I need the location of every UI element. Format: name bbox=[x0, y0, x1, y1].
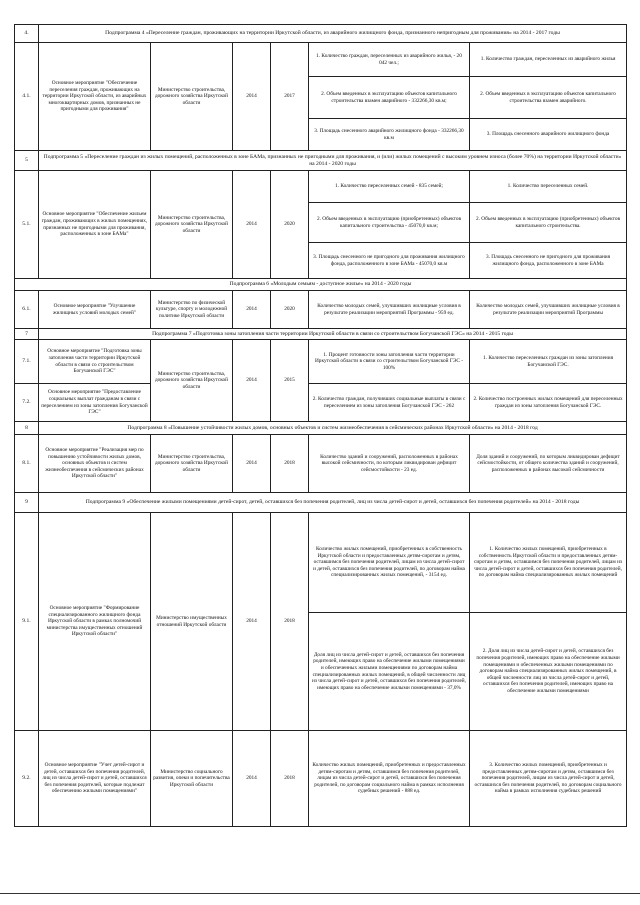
end-year-cell: 2020 bbox=[271, 291, 309, 329]
program-title: Подпрограмма 4 «Переселение граждан, проживающих на территории Иркутской области, из аварийного жилищного фонда, признанного непригодным для проживания» на 2014 - 2017 годы bbox=[39, 25, 627, 43]
indicator-cell: 1. Количество граждан, переселенных из аварийного жилья, - 20 042 чел.; bbox=[309, 43, 470, 77]
activity-cell: Основное мероприятие "Подготовка зоны затопления части территории Иркутской области в связи со строительством Богучанской ГЭС" bbox=[39, 340, 151, 384]
program-title: Подпрограмма 8 «Повышение устойчивости жилых домов, основных объектов и систем жизнеобеспечения в сейсмических районах Иркутской области» на 2014 - 2018 год bbox=[39, 422, 627, 435]
program-5-header-row bbox=[15, 151, 627, 171]
link-cell: Доля зданий и сооружений, по которым ликвидирован дефицит сейсмостойкости, от общего количества зданий и сооружений, расположенных в районах высокой сейсмичности bbox=[470, 435, 627, 493]
activity-cell: Основное мероприятие "Предоставление социальных выплат гражданам в связи с переселением из зоны затопления Богучанской ГЭС" bbox=[39, 384, 151, 422]
indicator-cell: 3. Площадь снесенного не пригодного для проживания жилищного фонда, расположенного в зоне БАМа - 45070,0 кв.м bbox=[309, 243, 470, 279]
program-9-header-row bbox=[15, 493, 627, 513]
link-cell: 1. Количество жилых помещений, приобретенных в собственность Иркутской области и предоставленных детям-сиротам и детям, оставшимся без попечения родителей, лицам из числа детей-сирот и детей, оставшихся без попечения родителей, по договорам найма специализированных жилых помещений bbox=[470, 513, 627, 613]
row-number: 9 bbox=[15, 493, 39, 513]
program-4-header-row bbox=[15, 25, 627, 43]
table-row bbox=[15, 43, 627, 77]
table-row bbox=[15, 291, 627, 329]
link-cell: 3. Площадь снесенного аварийного жилищного фонда bbox=[470, 119, 627, 151]
executor-cell: Министерство строительства, дорожного хозяйства Иркутской области bbox=[151, 435, 233, 493]
indicator-cell: Количество жилых помещений, приобретенных в собственность Иркутской области и предоставленных детям-сиротам и детям, оставшимся без попечения родителей, лицам из числа детей-сирот и детей, оставшихся без попечения родителей, по договорам найма специализированных жилых помещений, - 3154 ед. bbox=[309, 513, 470, 613]
program-8-header-row bbox=[15, 422, 627, 435]
link-cell: 1. Количество граждан, переселенных из аварийного жилья bbox=[470, 43, 627, 77]
row-number: 7.1. bbox=[15, 340, 39, 384]
end-year-cell: 2018 bbox=[271, 435, 309, 493]
row-number: 7 bbox=[15, 329, 39, 340]
start-year-cell: 2014 bbox=[233, 340, 271, 422]
row-number: 9.2. bbox=[15, 731, 39, 827]
activity-cell: Основное мероприятие "Обеспечение жильем граждан, проживающих в жилых помещениях, признанных не пригодными для проживания, расположенных в зоне БАМа" bbox=[39, 171, 151, 279]
start-year-cell: 2014 bbox=[233, 513, 271, 731]
indicator-cell: 2. Объем введенных в эксплуатацию (приобретенных) объектов капитального строительства - 45070,0 кв.м; bbox=[309, 203, 470, 243]
executor-cell: Министерство социального развития, опеки и попечительства Иркутской области bbox=[151, 731, 233, 827]
row-number: 4. bbox=[15, 25, 39, 43]
executor-cell: Министерство строительства, дорожного хозяйства Иркутской области bbox=[151, 340, 233, 422]
table-row bbox=[15, 171, 627, 203]
table-row bbox=[15, 731, 627, 827]
executor-cell: Министерство имущественных отношений Иркутской области bbox=[151, 513, 233, 731]
program-7-header-row bbox=[15, 329, 627, 340]
program-activities-table bbox=[14, 24, 627, 827]
program-title: Подпрограмма 9 «Обеспечение жилыми помещениями детей-сирот, детей, оставшихся без попечения родителей, лиц из числа детей-сирот и детей, оставшихся без попечения родителей» на 2014 - 2018 годы bbox=[39, 493, 627, 513]
link-cell: 1. Количество переселенных семей. bbox=[470, 171, 627, 203]
link-cell: 2. Объем введенных в эксплуатацию (приобретенных) объектов капитального строительства. bbox=[470, 203, 627, 243]
indicator-cell: 1. Процент готовности зоны затопления части территории Иркутской области в связи со строительством Богучанской ГЭС - 100% bbox=[309, 340, 470, 384]
activity-cell: Основное мероприятие "Обеспечение переселения граждан, проживающих на территории Иркутской области, из аварийных многоквартирных домов, признанных не пригодными для проживания" bbox=[39, 43, 151, 151]
row-number: 8 bbox=[15, 422, 39, 435]
link-cell: 2. Количество построенных жилых помещений для переселенных граждан из зоны затопления Богучанской ГЭС. bbox=[470, 384, 627, 422]
row-number: 5 bbox=[15, 151, 39, 171]
program-title: Подпрограмма 6 «Молодым семьям - доступное жилье» на 2014 - 2020 годы bbox=[15, 279, 627, 291]
end-year-cell: 2015 bbox=[271, 340, 309, 422]
activity-cell: Основное мероприятие "Реализация мер по повышению устойчивости жилых домов, основных объектов и систем жизнеобеспечения в сейсмических районах Иркутской области" bbox=[39, 435, 151, 493]
row-number: 8.1. bbox=[15, 435, 39, 493]
activity-cell: Основное мероприятие "Улучшение жилищных условий молодых семей" bbox=[39, 291, 151, 329]
row-number: 4.1. bbox=[15, 43, 39, 151]
row-number: 9.1. bbox=[15, 513, 39, 731]
table-row bbox=[15, 384, 627, 422]
link-cell: 2. Объем введенных в эксплуатацию объектов капитального строительства взамен аварийного. bbox=[470, 77, 627, 119]
link-cell: 3. Количество жилых помещений, приобретенных и предоставленных детям-сиротам и детям, оставшимся без попечения родителей, лицам из числа детей-сирот и детей, оставшихся без попечения родителей, по договорам социального найма в рамках исполнения судебных решений bbox=[470, 731, 627, 827]
start-year-cell: 2014 bbox=[233, 291, 271, 329]
executor-cell: Министерство по физической культуре, спорту и молодежной политике Иркутской области bbox=[151, 291, 233, 329]
row-number: 6.1. bbox=[15, 291, 39, 329]
end-year-cell: 2018 bbox=[271, 513, 309, 731]
page-bottom-divider bbox=[0, 893, 640, 894]
end-year-cell: 2017 bbox=[271, 43, 309, 151]
indicator-cell: Доля лиц из числа детей-сирот и детей, оставшихся без попечения родителей, имеющих право на обеспечение жилыми помещениями и обеспеченных жилыми помещениями по договорам найма специализированных жилых помещений, в общей численности лиц из числа детей-сирот и детей, оставшихся без попечения родителей, имеющих право на обеспечение жилыми помещениями - 37,0% bbox=[309, 613, 470, 731]
executor-cell: Министерство строительства, дорожного хозяйства Иркутской области bbox=[151, 171, 233, 279]
indicator-cell: 2. Количество граждан, получивших социальные выплаты в связи с переселением из зоны затопления Богучанской ГЭС - 262 bbox=[309, 384, 470, 422]
row-number: 5.1. bbox=[15, 171, 39, 279]
start-year-cell: 2014 bbox=[233, 731, 271, 827]
end-year-cell: 2020 bbox=[271, 171, 309, 279]
indicator-cell: Количество жилых помещений, приобретенных и предоставленных детям-сиротам и детям, оставшимся без попечения родителей, лицам из числа детей-сирот и детей, оставшихся без попечения родителей, по договорам социального найма в рамках исполнения судебных решений - 888 ед. bbox=[309, 731, 470, 827]
start-year-cell: 2014 bbox=[233, 435, 271, 493]
link-cell: Количество молодых семей, улучшивших жилищные условия в результате реализации мероприятий Программы bbox=[470, 291, 627, 329]
start-year-cell: 2014 bbox=[233, 171, 271, 279]
start-year-cell: 2014 bbox=[233, 43, 271, 151]
program-6-header-row bbox=[15, 279, 627, 291]
table-row bbox=[15, 435, 627, 493]
activity-cell: Основное мероприятие "Формирование специализированного жилищного фонда Иркутской области в рамках полномочий министерства имущественных отношений Иркутской области" bbox=[39, 513, 151, 731]
indicator-cell: 3. Площадь снесенного аварийного жилищного фонда - 332266,30 кв.м bbox=[309, 119, 470, 151]
table-row bbox=[15, 513, 627, 613]
table-row bbox=[15, 340, 627, 384]
indicator-cell: 2. Объем введенных в эксплуатацию объектов капитального строительства взамен аварийного - 332266,30 кв.м; bbox=[309, 77, 470, 119]
end-year-cell: 2018 bbox=[271, 731, 309, 827]
indicator-cell: Количество зданий и сооружений, расположенных в районах высокой сейсмичности, по которым ликвидирован дефицит сейсмостойкости - 23 ед. bbox=[309, 435, 470, 493]
executor-cell: Министерство строительства, дорожного хозяйства Иркутской области bbox=[151, 43, 233, 151]
indicator-cell: Количество молодых семей, улучшивших жилищные условия в результате реализации мероприятий Программы - 959 ед. bbox=[309, 291, 470, 329]
program-title: Подпрограмма 7 «Подготовка зоны затопления части территории Иркутской области в связи со строительством Богучанской ГЭС» на 2014 - 2015 годы bbox=[39, 329, 627, 340]
link-cell: 2. Доля лиц из числа детей-сирот и детей, оставшихся без попечения родителей, имеющих право на обеспечение жилыми помещениями и обеспеченных жилыми помещениями по договорам найма специализированных жилых помещений, в общей численности лиц из числа детей-сирот и детей, оставшихся без попечения родителей, имеющих право на обеспечение жилыми помещениями bbox=[470, 613, 627, 731]
link-cell: 1. Количество переселенных граждан из зоны затопления Богучанской ГЭС. bbox=[470, 340, 627, 384]
link-cell: 3. Площадь снесенного не пригодного для проживания жилищного фонда, расположенного в зоне БАМа bbox=[470, 243, 627, 279]
activity-cell: Основное мероприятие "Учет детей-сирот и детей, оставшихся без попечения родителей, лиц из числа детей-сирот и детей, оставшихся без попечения родителей, которые подлежат обеспечению жилыми помещениями" bbox=[39, 731, 151, 827]
row-number: 7.2. bbox=[15, 384, 39, 422]
program-title: Подпрограмма 5 «Переселение граждан из жилых помещений, расположенных в зоне БАМа, признанных не пригодными для проживания, и (или) жилых помещений с высоким уровнем износа (более 70%) на территории Иркутской области» на 2014 - 2020 годы bbox=[39, 151, 627, 171]
indicator-cell: 1. Количество переселенных семей - 835 семей; bbox=[309, 171, 470, 203]
